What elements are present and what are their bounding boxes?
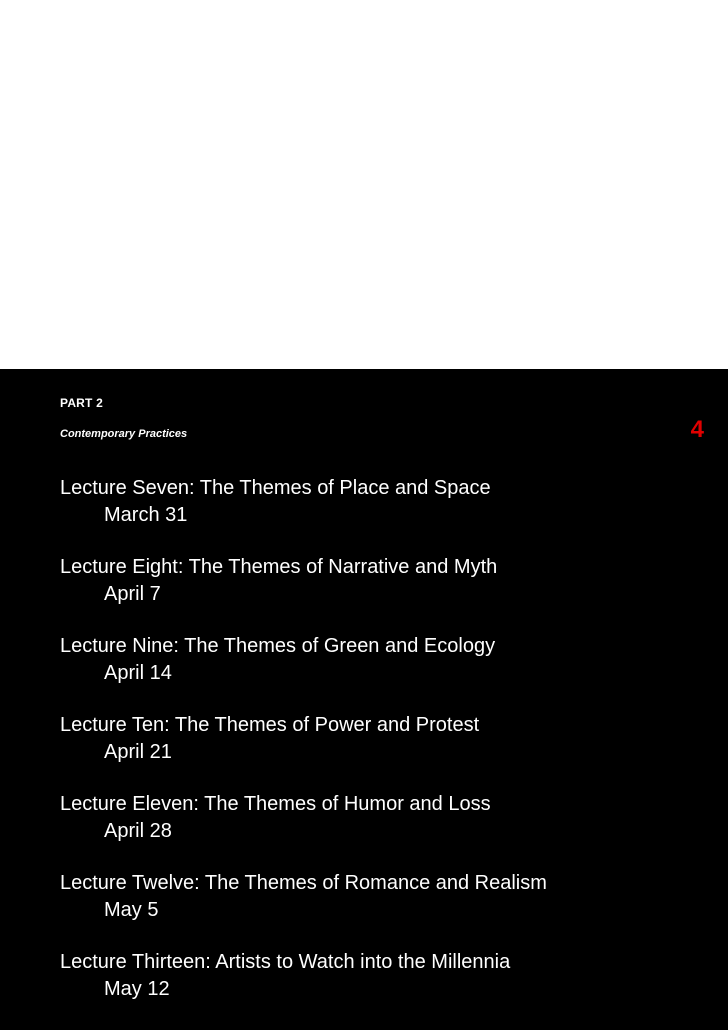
lecture-title: Lecture Eleven: The Themes of Humor and Loss xyxy=(60,793,491,815)
lecture-item xyxy=(60,948,700,1027)
lecture-title: Lecture Seven: The Themes of Place and Space xyxy=(60,477,491,499)
lecture-item xyxy=(60,553,700,632)
lecture-date: April 21 xyxy=(104,741,172,763)
lecture-date: April 7 xyxy=(104,583,161,605)
lecture-item xyxy=(60,474,700,553)
lecture-title: Lecture Twelve: The Themes of Romance and Realism xyxy=(60,872,547,894)
lecture-date: May 5 xyxy=(104,899,159,921)
lecture-title: Lecture Nine: The Themes of Green and Ecology xyxy=(60,635,496,657)
lecture-list xyxy=(60,474,700,1027)
lecture-title: Lecture Ten: The Themes of Power and Protest xyxy=(60,714,480,736)
lecture-date: April 28 xyxy=(104,820,172,842)
lecture-title: Lecture Thirteen: Artists to Watch into the Millennia xyxy=(60,951,511,973)
lecture-title: Lecture Eight: The Themes of Narrative and Myth xyxy=(60,556,498,578)
section-title: Contemporary Practices xyxy=(60,428,188,440)
lecture-date: May 12 xyxy=(104,978,170,1000)
lecture-item xyxy=(60,869,700,948)
slide xyxy=(0,369,728,1030)
slide-number: 4 xyxy=(690,416,704,443)
lecture-item xyxy=(60,632,700,711)
lecture-date: March 31 xyxy=(104,504,188,526)
lecture-date: April 14 xyxy=(104,662,172,684)
lecture-item xyxy=(60,790,700,869)
part-label: PART 2 xyxy=(60,396,103,410)
lecture-item xyxy=(60,711,700,790)
